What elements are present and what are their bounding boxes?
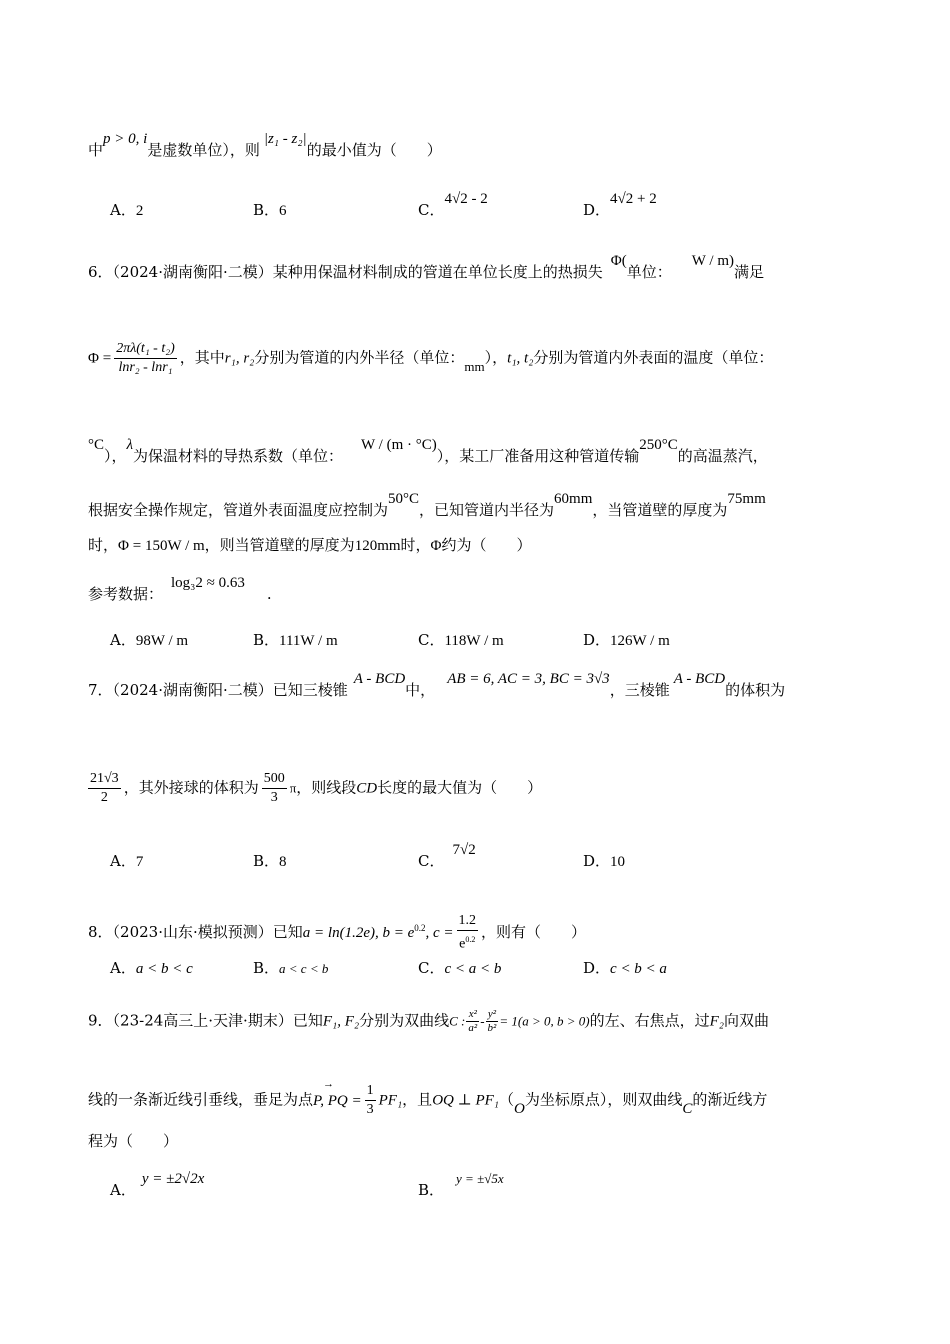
option-label: A． [110, 959, 136, 977]
math: C : [449, 1013, 466, 1029]
math: 250°C [639, 437, 678, 453]
math: PF₁ [378, 1092, 403, 1109]
option-value: a < c < b [279, 961, 329, 976]
text: 程为（ ） [88, 1132, 179, 1150]
q5-option-c[interactable] [418, 191, 488, 221]
q5-option-a[interactable] [110, 200, 143, 221]
option-label: B． [253, 852, 280, 870]
math: 75mm [727, 491, 766, 507]
volume-fraction [88, 770, 121, 807]
q6-stem-line1 [88, 253, 870, 283]
fraction-numerator: 1 [365, 1082, 376, 1101]
math: CD [356, 780, 378, 797]
q7-stem-line2 [88, 770, 870, 807]
option-label: C． [418, 852, 445, 870]
text: e [459, 936, 466, 952]
question-source: （2024·湖南衡阳·二模） [112, 681, 273, 699]
q6-stem-line5 [88, 535, 870, 556]
text: 满足 [733, 263, 764, 281]
fraction-denominator: 3 [366, 1102, 374, 1117]
fraction-numerator: 2πλ(t₁ - t₂) [114, 340, 177, 359]
q9-option-a[interactable] [110, 1171, 205, 1201]
option-label: C． [418, 959, 445, 977]
q7-option-c[interactable] [418, 842, 476, 872]
text: 单位： [626, 263, 672, 281]
option-label: A． [110, 631, 136, 649]
q7-option-b[interactable] [253, 851, 287, 872]
option-value: 8 [279, 854, 287, 870]
q5-stem-line [88, 131, 870, 161]
text: 长度的最大值为（ ） [377, 778, 543, 797]
math: °C [88, 437, 105, 453]
option-label: D． [583, 201, 611, 219]
fraction-denominator: 2 [100, 790, 108, 805]
math: Φ = [88, 350, 112, 367]
q7-option-d[interactable] [583, 851, 625, 872]
math: mm [464, 358, 485, 374]
fraction-numerator: x² [466, 1008, 479, 1022]
math: AB = 6, AC = 3, BC = 3√3 [447, 671, 610, 687]
fraction-numerator: 21√3 [88, 770, 121, 789]
option-value: 7 [135, 854, 144, 870]
option-label: D． [583, 852, 611, 870]
math: Φ( [610, 253, 627, 269]
text: 的体积为 [725, 681, 786, 699]
math: |z₁ - z₂| [263, 131, 307, 147]
text: 已知三棱锥 [272, 681, 348, 699]
option-label: D． [583, 631, 611, 649]
q8-option-b[interactable] [253, 958, 328, 979]
fraction-numerator: y² [486, 1008, 499, 1022]
math: 60mm [554, 491, 593, 507]
question-number: 7． [88, 681, 113, 699]
text: ）， [484, 348, 508, 367]
math: log₃2 ≈ 0.63 [171, 575, 245, 591]
q6-option-a[interactable] [110, 630, 188, 651]
formula-fraction [114, 340, 177, 377]
math: Φ [430, 538, 442, 554]
text: 的高温蒸汽， [677, 447, 768, 465]
math: r₁, r₂ [224, 350, 255, 367]
one-third-fraction [365, 1082, 376, 1119]
option-label: A． [110, 201, 136, 219]
option-value: 126W / m [610, 633, 670, 649]
question-number: 8． [88, 922, 113, 941]
text: 是虚数单位），则 [147, 141, 260, 159]
option-value: c < b < a [610, 961, 667, 977]
math: 50°C [388, 491, 420, 507]
text: 分别为双曲线 [359, 1011, 450, 1030]
text: 参考数据： [88, 585, 164, 603]
math: p > 0, i [103, 131, 148, 147]
q7-option-a[interactable] [110, 851, 143, 872]
math: OQ ⊥ PF₁ [432, 1092, 499, 1109]
text: ，三棱锥 [609, 681, 670, 699]
q9-option-b[interactable] [418, 1171, 504, 1201]
text: 的渐近线方 [692, 1090, 768, 1109]
text: 约为（ ） [441, 536, 532, 554]
math: O [514, 1100, 525, 1117]
text: 向双曲 [723, 1011, 769, 1030]
c-fraction [457, 912, 479, 954]
text: ，且 [402, 1090, 433, 1109]
option-value: 6 [279, 203, 287, 219]
option-value: 98W / m [135, 633, 189, 649]
option-value: 2 [135, 203, 144, 219]
vector-arrow: → [323, 1077, 335, 1090]
math: P, PQ = [313, 1092, 362, 1109]
text: 的最小值为（ ） [306, 141, 442, 159]
text: 时， [400, 536, 431, 554]
option-label: B． [253, 959, 280, 977]
q6-stem-line4 [88, 491, 870, 521]
x-fraction [466, 1008, 479, 1035]
math: W / (m · °C) [361, 437, 437, 453]
math: C [682, 1100, 693, 1117]
math: Φ = 150W / m [118, 538, 205, 554]
math: a = ln(1.2e), b = e [302, 924, 415, 941]
math: 120mm [354, 538, 401, 554]
q5-option-d[interactable] [583, 191, 657, 221]
text: ，当管道壁的厚度为 [592, 501, 728, 519]
option-value: 118W / m [444, 633, 504, 649]
option-value: 7√2 [452, 842, 476, 858]
option-value: 4√2 - 2 [444, 191, 488, 207]
math-exponent: 0.2 [465, 935, 476, 944]
q9-stem-line2 [88, 1077, 870, 1119]
q6-reference-line [88, 575, 870, 605]
math: W / m) [691, 253, 734, 269]
question-source: （2024·湖南衡阳·二模） [112, 263, 273, 281]
text: 为保温材料的导热系数（单位： [133, 447, 344, 465]
fraction-denominator: b² [487, 1022, 497, 1034]
text: ，其外接球的体积为 [123, 778, 259, 797]
option-value: c < a < b [444, 961, 502, 977]
vector-expression [313, 1077, 362, 1111]
option-value: a < b < c [135, 961, 193, 977]
text: 已知 [272, 922, 303, 941]
math: F₂ [709, 1013, 724, 1030]
option-label: B． [253, 631, 280, 649]
sphere-volume-fraction [262, 770, 287, 807]
text: ，已知管道内半径为 [419, 501, 555, 519]
q6-option-b[interactable] [253, 630, 338, 651]
q8-stem-line [88, 912, 870, 954]
q8-option-d[interactable] [583, 958, 667, 979]
text: 分别为管道的内外半径（单位： [254, 348, 465, 367]
q5-option-b[interactable] [253, 200, 287, 221]
math-exponent: 0.2 [414, 922, 426, 933]
q8-option-a[interactable] [110, 958, 193, 979]
text: 分别为管道内外表面的温度（单位： [533, 348, 774, 367]
math: t₁, t₂ [507, 350, 534, 367]
fraction-denominator: lnr₂ - lnr₁ [118, 360, 173, 375]
text: ，则线段 [296, 778, 357, 797]
q6-option-d[interactable] [583, 630, 670, 651]
question-source: （23-24高三上·天津·期末） [112, 1011, 293, 1030]
option-label: A． [110, 852, 136, 870]
math: λ [126, 437, 134, 453]
math: , c = [425, 924, 454, 941]
q7-stem-line1 [88, 671, 870, 701]
option-label: B． [418, 1181, 445, 1199]
text: . [266, 585, 272, 603]
text: 根据安全操作规定，管道外表面温度应控制为 [88, 501, 389, 519]
text: ，则当管道壁的厚度为 [204, 536, 355, 554]
math: = 1(a > 0, b > 0) [499, 1013, 590, 1029]
math: - [480, 1013, 485, 1029]
question-source: （2023·山东·模拟预测） [112, 922, 273, 941]
option-label: C． [418, 631, 445, 649]
q9-stem-line1 [88, 1008, 870, 1035]
text: （ [499, 1090, 515, 1109]
text: 线的一条渐近线引垂线，垂足为点 [88, 1090, 314, 1109]
text: 为坐标原点），则双曲线 [524, 1090, 683, 1109]
math: π [289, 780, 297, 796]
text: ）， [104, 447, 127, 465]
option-label: B． [253, 201, 280, 219]
fraction-denominator: a² [468, 1022, 478, 1034]
q9-stem-line3 [88, 1131, 870, 1151]
q6-option-c[interactable] [418, 630, 504, 651]
text: ），某工厂准备用这种管道传输 [436, 447, 640, 465]
math: A - BCD [673, 671, 726, 687]
option-value: y = ±2√2x [141, 1171, 205, 1187]
question-number: 6． [88, 263, 113, 281]
text: 已知 [292, 1011, 323, 1030]
option-label: A． [110, 1181, 136, 1199]
option-value: 4√2 + 2 [610, 191, 657, 207]
fraction-denominator: 3 [270, 790, 278, 805]
text: 中 [88, 141, 104, 159]
option-label: D． [583, 959, 611, 977]
option-label: C． [418, 201, 445, 219]
text: 的左、右焦点，过 [589, 1011, 710, 1030]
math: F₁, F₂ [322, 1013, 360, 1030]
text: ，其中 [179, 348, 225, 367]
text: 时， [88, 536, 119, 554]
q6-stem-line3 [88, 437, 870, 467]
q8-option-c[interactable] [418, 958, 501, 979]
text: 某种用保温材料制成的管道在单位长度上的热损失 [272, 263, 603, 281]
math: A - BCD [353, 671, 406, 687]
question-number: 9． [88, 1011, 113, 1030]
fraction-denominator [457, 931, 479, 954]
option-value: y = ±√5x [456, 1171, 504, 1186]
option-value: 10 [610, 854, 626, 870]
y-fraction [486, 1008, 499, 1035]
q6-stem-line2 [88, 340, 870, 377]
text: ，则有（ ） [481, 922, 587, 941]
fraction-numerator: 500 [262, 770, 287, 789]
fraction-numerator: 1.2 [457, 912, 479, 931]
option-value: 111W / m [279, 633, 338, 649]
text: 中， [405, 681, 436, 699]
